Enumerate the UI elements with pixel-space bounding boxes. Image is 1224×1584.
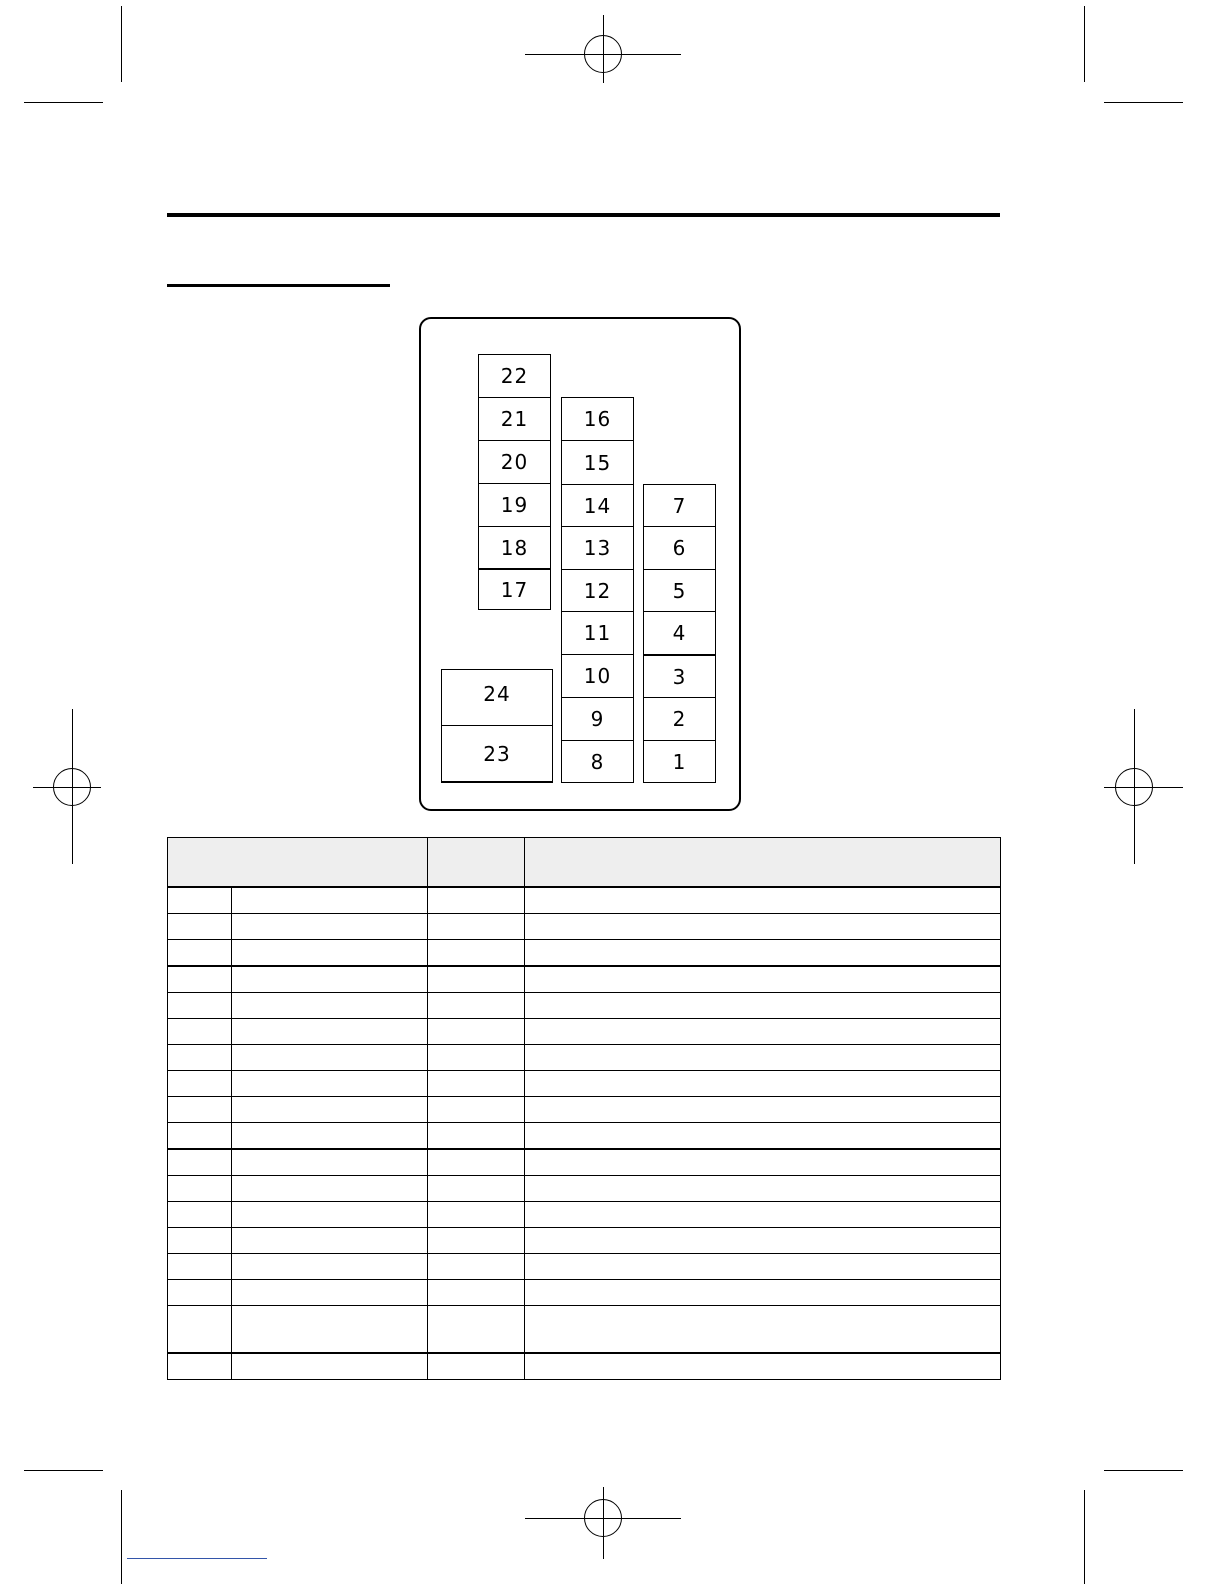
table-cell — [168, 1097, 232, 1123]
table-cell — [232, 1019, 428, 1045]
fuse-15 — [561, 440, 634, 485]
table-cell — [232, 940, 428, 967]
table-cell — [168, 914, 232, 940]
footer-rule — [127, 1558, 267, 1559]
table-cell — [525, 1071, 1001, 1097]
header-rule — [167, 213, 1000, 217]
table-header-row — [168, 838, 1001, 888]
table-row — [168, 1254, 1001, 1280]
table-cell — [525, 966, 1001, 993]
table-cell — [525, 1123, 1001, 1150]
table-cell — [428, 1071, 525, 1097]
page-title — [167, 180, 1000, 210]
fuse-3 — [643, 654, 716, 698]
fuse-6 — [643, 526, 716, 570]
fuse-5 — [643, 569, 716, 612]
fuse-24 — [441, 669, 553, 726]
table-row — [168, 1071, 1001, 1097]
table-row — [168, 914, 1001, 940]
table-cell — [525, 1254, 1001, 1280]
table-row — [168, 1045, 1001, 1071]
table-row — [168, 1176, 1001, 1202]
table-cell — [232, 1202, 428, 1228]
fuse-label: 7 — [672, 493, 687, 518]
table-cell — [428, 940, 525, 967]
section-heading-underline — [167, 284, 390, 287]
crop-mark-tr-v — [1084, 6, 1085, 82]
table-row — [168, 993, 1001, 1019]
fuse-label: 5 — [672, 578, 687, 603]
fuse-label: 18 — [500, 535, 529, 560]
table-cell — [525, 1176, 1001, 1202]
table-cell — [525, 993, 1001, 1019]
table-cell — [232, 914, 428, 940]
table-row — [168, 1280, 1001, 1306]
table-cell — [232, 1228, 428, 1254]
fuse-8 — [561, 740, 634, 783]
table-cell — [525, 1019, 1001, 1045]
reg-target-top-circle — [584, 35, 622, 73]
table-row — [168, 966, 1001, 993]
crop-mark-br-h — [1104, 1470, 1183, 1471]
fuse-label: 17 — [500, 577, 529, 602]
crop-mark-bl-h — [24, 1470, 103, 1471]
table-row — [168, 1202, 1001, 1228]
fuse-label: 24 — [483, 682, 511, 706]
fuse-23 — [441, 725, 553, 783]
fuse-1 — [643, 740, 716, 783]
table-cell — [428, 1228, 525, 1254]
fuse-label: 14 — [583, 493, 612, 518]
table-cell — [168, 1306, 232, 1354]
table-cell — [428, 1202, 525, 1228]
table-cell — [428, 914, 525, 940]
fuse-label: 3 — [672, 664, 687, 689]
table-row — [168, 1123, 1001, 1150]
table-row — [168, 887, 1001, 914]
table-cell — [428, 1254, 525, 1280]
fuse-4 — [643, 611, 716, 655]
table-row — [168, 1306, 1001, 1354]
table-cell — [525, 1228, 1001, 1254]
fuse-label: 4 — [672, 621, 687, 645]
fuse-21 — [478, 397, 551, 441]
table-row — [168, 1097, 1001, 1123]
fuse-label: 6 — [672, 536, 687, 560]
fuse-label: 12 — [583, 578, 612, 603]
table-cell — [525, 887, 1001, 914]
fuse-19 — [478, 483, 551, 527]
fuse-22 — [478, 354, 551, 398]
table-cell — [428, 1019, 525, 1045]
crop-mark-tr-h — [1104, 102, 1183, 103]
table-cell — [232, 1149, 428, 1176]
fuse-10 — [561, 654, 634, 698]
table-cell — [168, 940, 232, 967]
fuse-7 — [643, 484, 716, 527]
crop-mark-bl-v — [121, 1490, 122, 1584]
table-cell — [168, 1149, 232, 1176]
table-cell — [428, 1045, 525, 1071]
crop-mark-tl-h — [24, 102, 103, 103]
fuse-label: 1 — [672, 749, 687, 774]
table-cell — [168, 1202, 232, 1228]
table-cell — [525, 1353, 1001, 1380]
table-cell — [168, 1228, 232, 1254]
fuse-9 — [561, 697, 634, 741]
fuse-label: 9 — [590, 707, 605, 731]
fuse-label: 11 — [583, 621, 612, 645]
table-cell — [428, 966, 525, 993]
fuse-label: 8 — [590, 749, 605, 774]
table-cell — [428, 1123, 525, 1150]
table-cell — [232, 1280, 428, 1306]
fuse-17 — [478, 568, 551, 610]
fuse-label: 20 — [500, 450, 529, 474]
table-cell — [232, 1306, 428, 1354]
table-cell — [428, 1097, 525, 1123]
table-cell — [168, 1071, 232, 1097]
crop-mark-br-v — [1084, 1490, 1085, 1584]
crop-mark-tl-v — [121, 6, 122, 82]
table-cell — [168, 1019, 232, 1045]
table-cell — [168, 1280, 232, 1306]
fuse-16 — [561, 397, 634, 441]
table-cell — [232, 1176, 428, 1202]
table-cell — [168, 1045, 232, 1071]
table-cell — [232, 966, 428, 993]
reg-target-bottom-circle — [584, 1499, 622, 1537]
table-cell — [232, 887, 428, 914]
table-cell — [168, 993, 232, 1019]
table-cell — [168, 1176, 232, 1202]
table-cell — [525, 1045, 1001, 1071]
table-cell — [168, 1123, 232, 1150]
table-header-cell — [525, 838, 1001, 888]
table-cell — [168, 966, 232, 993]
fuse-label: 23 — [483, 741, 511, 766]
table-cell — [525, 1280, 1001, 1306]
fuse-label: 2 — [672, 707, 687, 731]
table-row — [168, 1228, 1001, 1254]
table-cell — [428, 993, 525, 1019]
table-cell — [428, 887, 525, 914]
fuse-label: 13 — [583, 536, 612, 560]
fuse-label: 16 — [583, 407, 612, 431]
fuse-14 — [561, 484, 634, 527]
fuse-label: 21 — [500, 407, 529, 431]
fuse-12 — [561, 569, 634, 612]
table-cell — [428, 1176, 525, 1202]
fuse-18 — [478, 526, 551, 569]
table-row — [168, 1149, 1001, 1176]
table-cell — [232, 1353, 428, 1380]
table-row — [168, 1019, 1001, 1045]
table-cell — [428, 1149, 525, 1176]
fuse-label: 15 — [583, 450, 612, 475]
fuse-11 — [561, 611, 634, 655]
fuse-label: 19 — [500, 493, 529, 517]
table-cell — [525, 1306, 1001, 1354]
table-cell — [232, 1071, 428, 1097]
fuse-table — [167, 837, 1001, 1380]
table-header-cell — [428, 838, 525, 888]
fuse-label: 22 — [500, 364, 529, 388]
fuse-20 — [478, 440, 551, 484]
table-row — [168, 940, 1001, 967]
table-cell — [525, 914, 1001, 940]
section-heading — [167, 258, 390, 282]
table-cell — [168, 1254, 232, 1280]
table-cell — [525, 1097, 1001, 1123]
table-cell — [428, 1353, 525, 1380]
table-cell — [232, 1045, 428, 1071]
table-cell — [232, 1123, 428, 1150]
table-cell — [232, 993, 428, 1019]
fuse-13 — [561, 526, 634, 570]
table-cell — [168, 1353, 232, 1380]
table-cell — [525, 1202, 1001, 1228]
table-cell — [525, 940, 1001, 967]
table-cell — [232, 1097, 428, 1123]
table-cell — [428, 1306, 525, 1354]
fuse-2 — [643, 697, 716, 741]
reg-target-left-circle — [53, 768, 91, 806]
table-cell — [168, 887, 232, 914]
table-cell — [525, 1149, 1001, 1176]
table-cell — [232, 1254, 428, 1280]
table-row — [168, 1353, 1001, 1380]
table-cell — [428, 1280, 525, 1306]
fuse-label: 10 — [583, 664, 612, 688]
table-header-cell — [168, 838, 428, 888]
reg-target-right-circle — [1115, 768, 1153, 806]
